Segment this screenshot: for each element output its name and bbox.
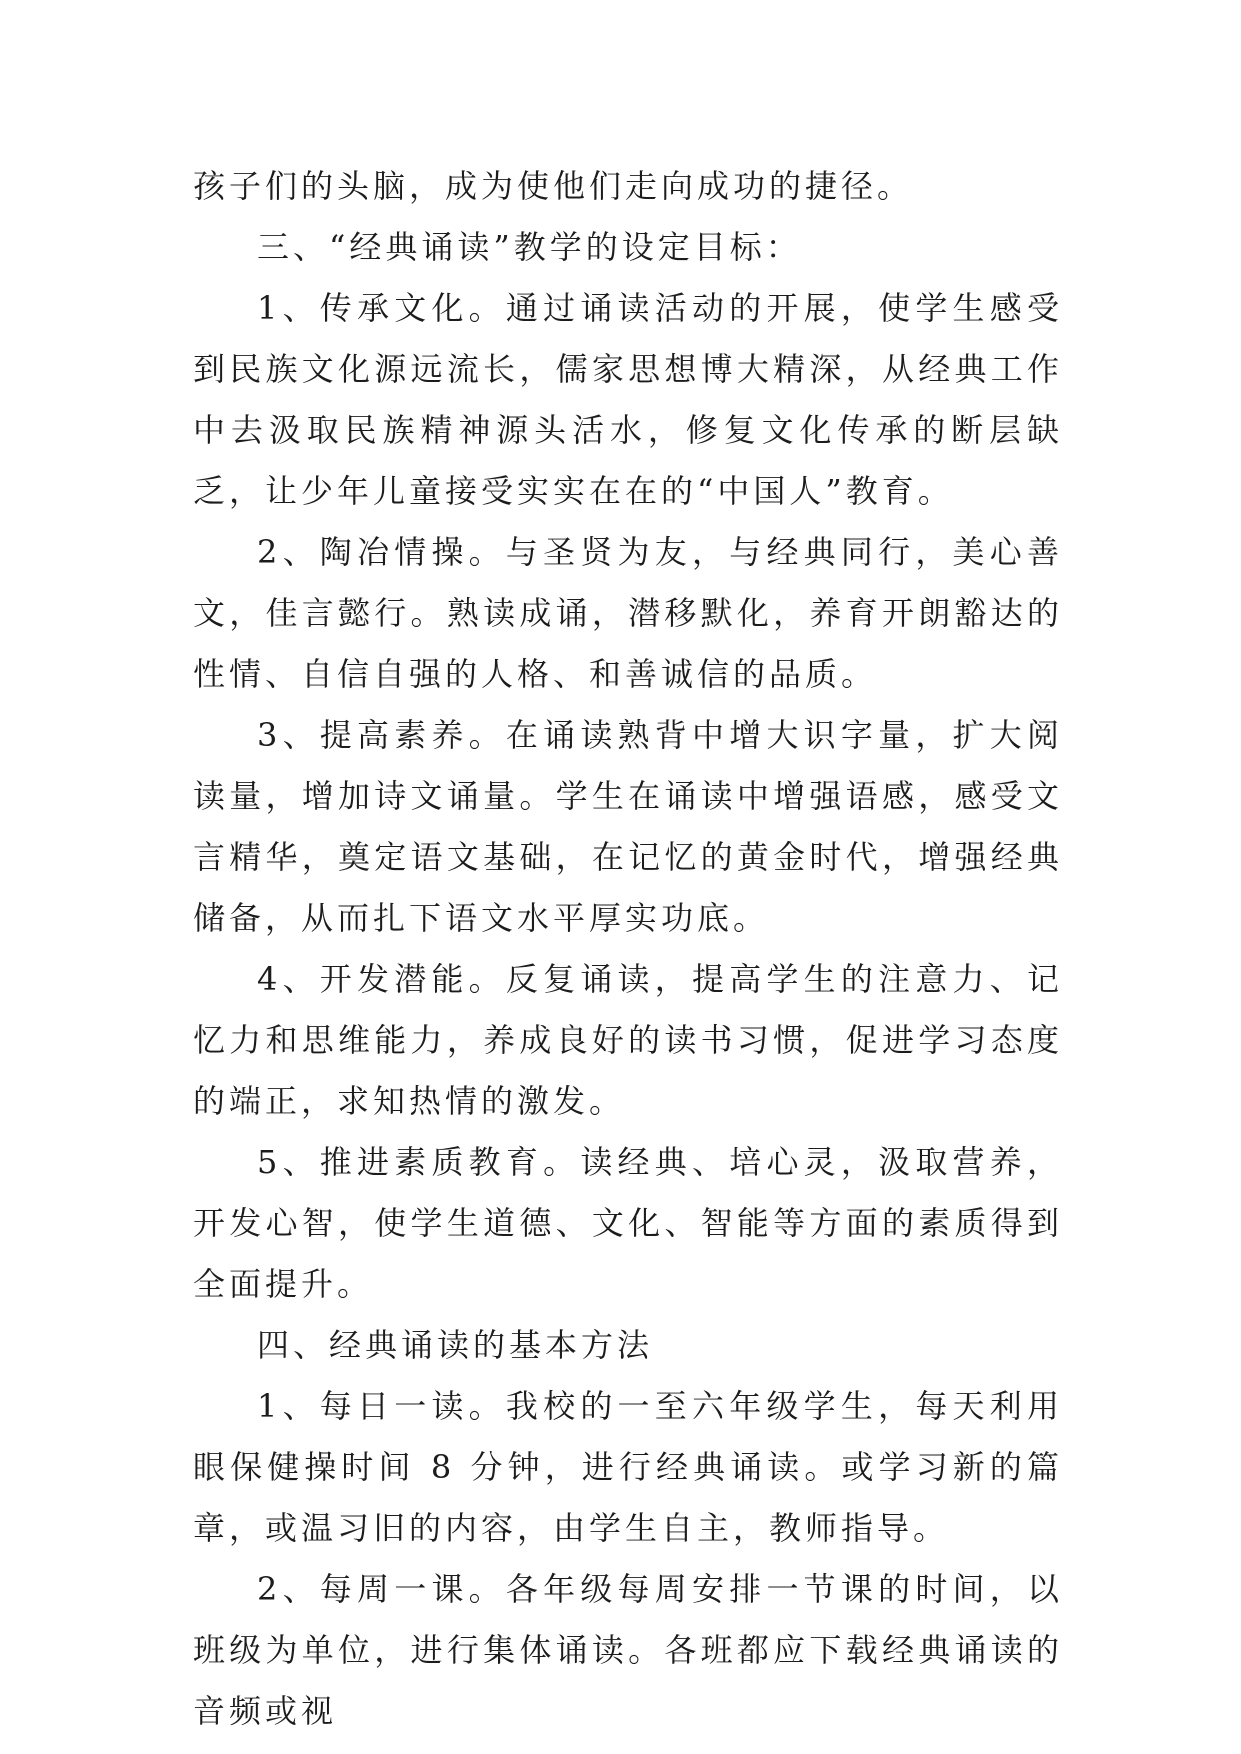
paragraph-goal-4: 4、开发潜能。反复诵读，提高学生的注意力、记忆力和思维能力，养成良好的读书习惯，促进学习态度的端正，求知热情的激发。: [193, 960, 1063, 1120]
paragraph-continuation: 孩子们的头脑，成为使他们走向成功的捷径。: [193, 167, 914, 205]
paragraph-goal-1: 1、传承文化。通过诵读活动的开展，使学生感受到民族文化源远流长，儒家思想博大精深，从经典工作中去汲取民族精神源头活水，修复文化传承的断层缺乏，让少年儿童接受实实在在的“中国人”教育。: [193, 289, 1063, 510]
paragraph-goal-2: 2、陶冶情操。与圣贤为友，与经典同行，美心善文，佳言懿行。熟读成诵，潜移默化，养育开朗豁达的性情、自信自强的人格、和善诚信的品质。: [193, 533, 1063, 693]
section-heading-goals: 三、“经典诵读”教学的设定目标：: [257, 228, 802, 266]
paragraph-goal-3: 3、提高素养。在诵读熟背中增大识字量，扩大阅读量，增加诗文诵量。学生在诵读中增强语感，感受文言精华，奠定语文基础，在记忆的黄金时代，增强经典储备，从而扎下语文水平厚实功底。: [193, 716, 1063, 937]
document-body: [193, 156, 1063, 1742]
paragraph-method-1: 1、每日一读。我校的一至六年级学生，每天利用眼保健操时间 8 分钟，进行经典诵读。或学习新的篇章，或温习旧的内容，由学生自主，教师指导。: [193, 1387, 1063, 1547]
paragraph-goal-5: 5、推进素质教育。读经典、培心灵，汲取营养，开发心智，使学生道德、文化、智能等方面的素质得到全面提升。: [193, 1143, 1063, 1303]
section-heading-methods: 四、经典诵读的基本方法: [257, 1326, 654, 1364]
paragraph-method-2: 2、每周一课。各年级每周安排一节课的时间，以班级为单位，进行集体诵读。各班都应下载经典诵读的音频或视: [193, 1570, 1063, 1730]
